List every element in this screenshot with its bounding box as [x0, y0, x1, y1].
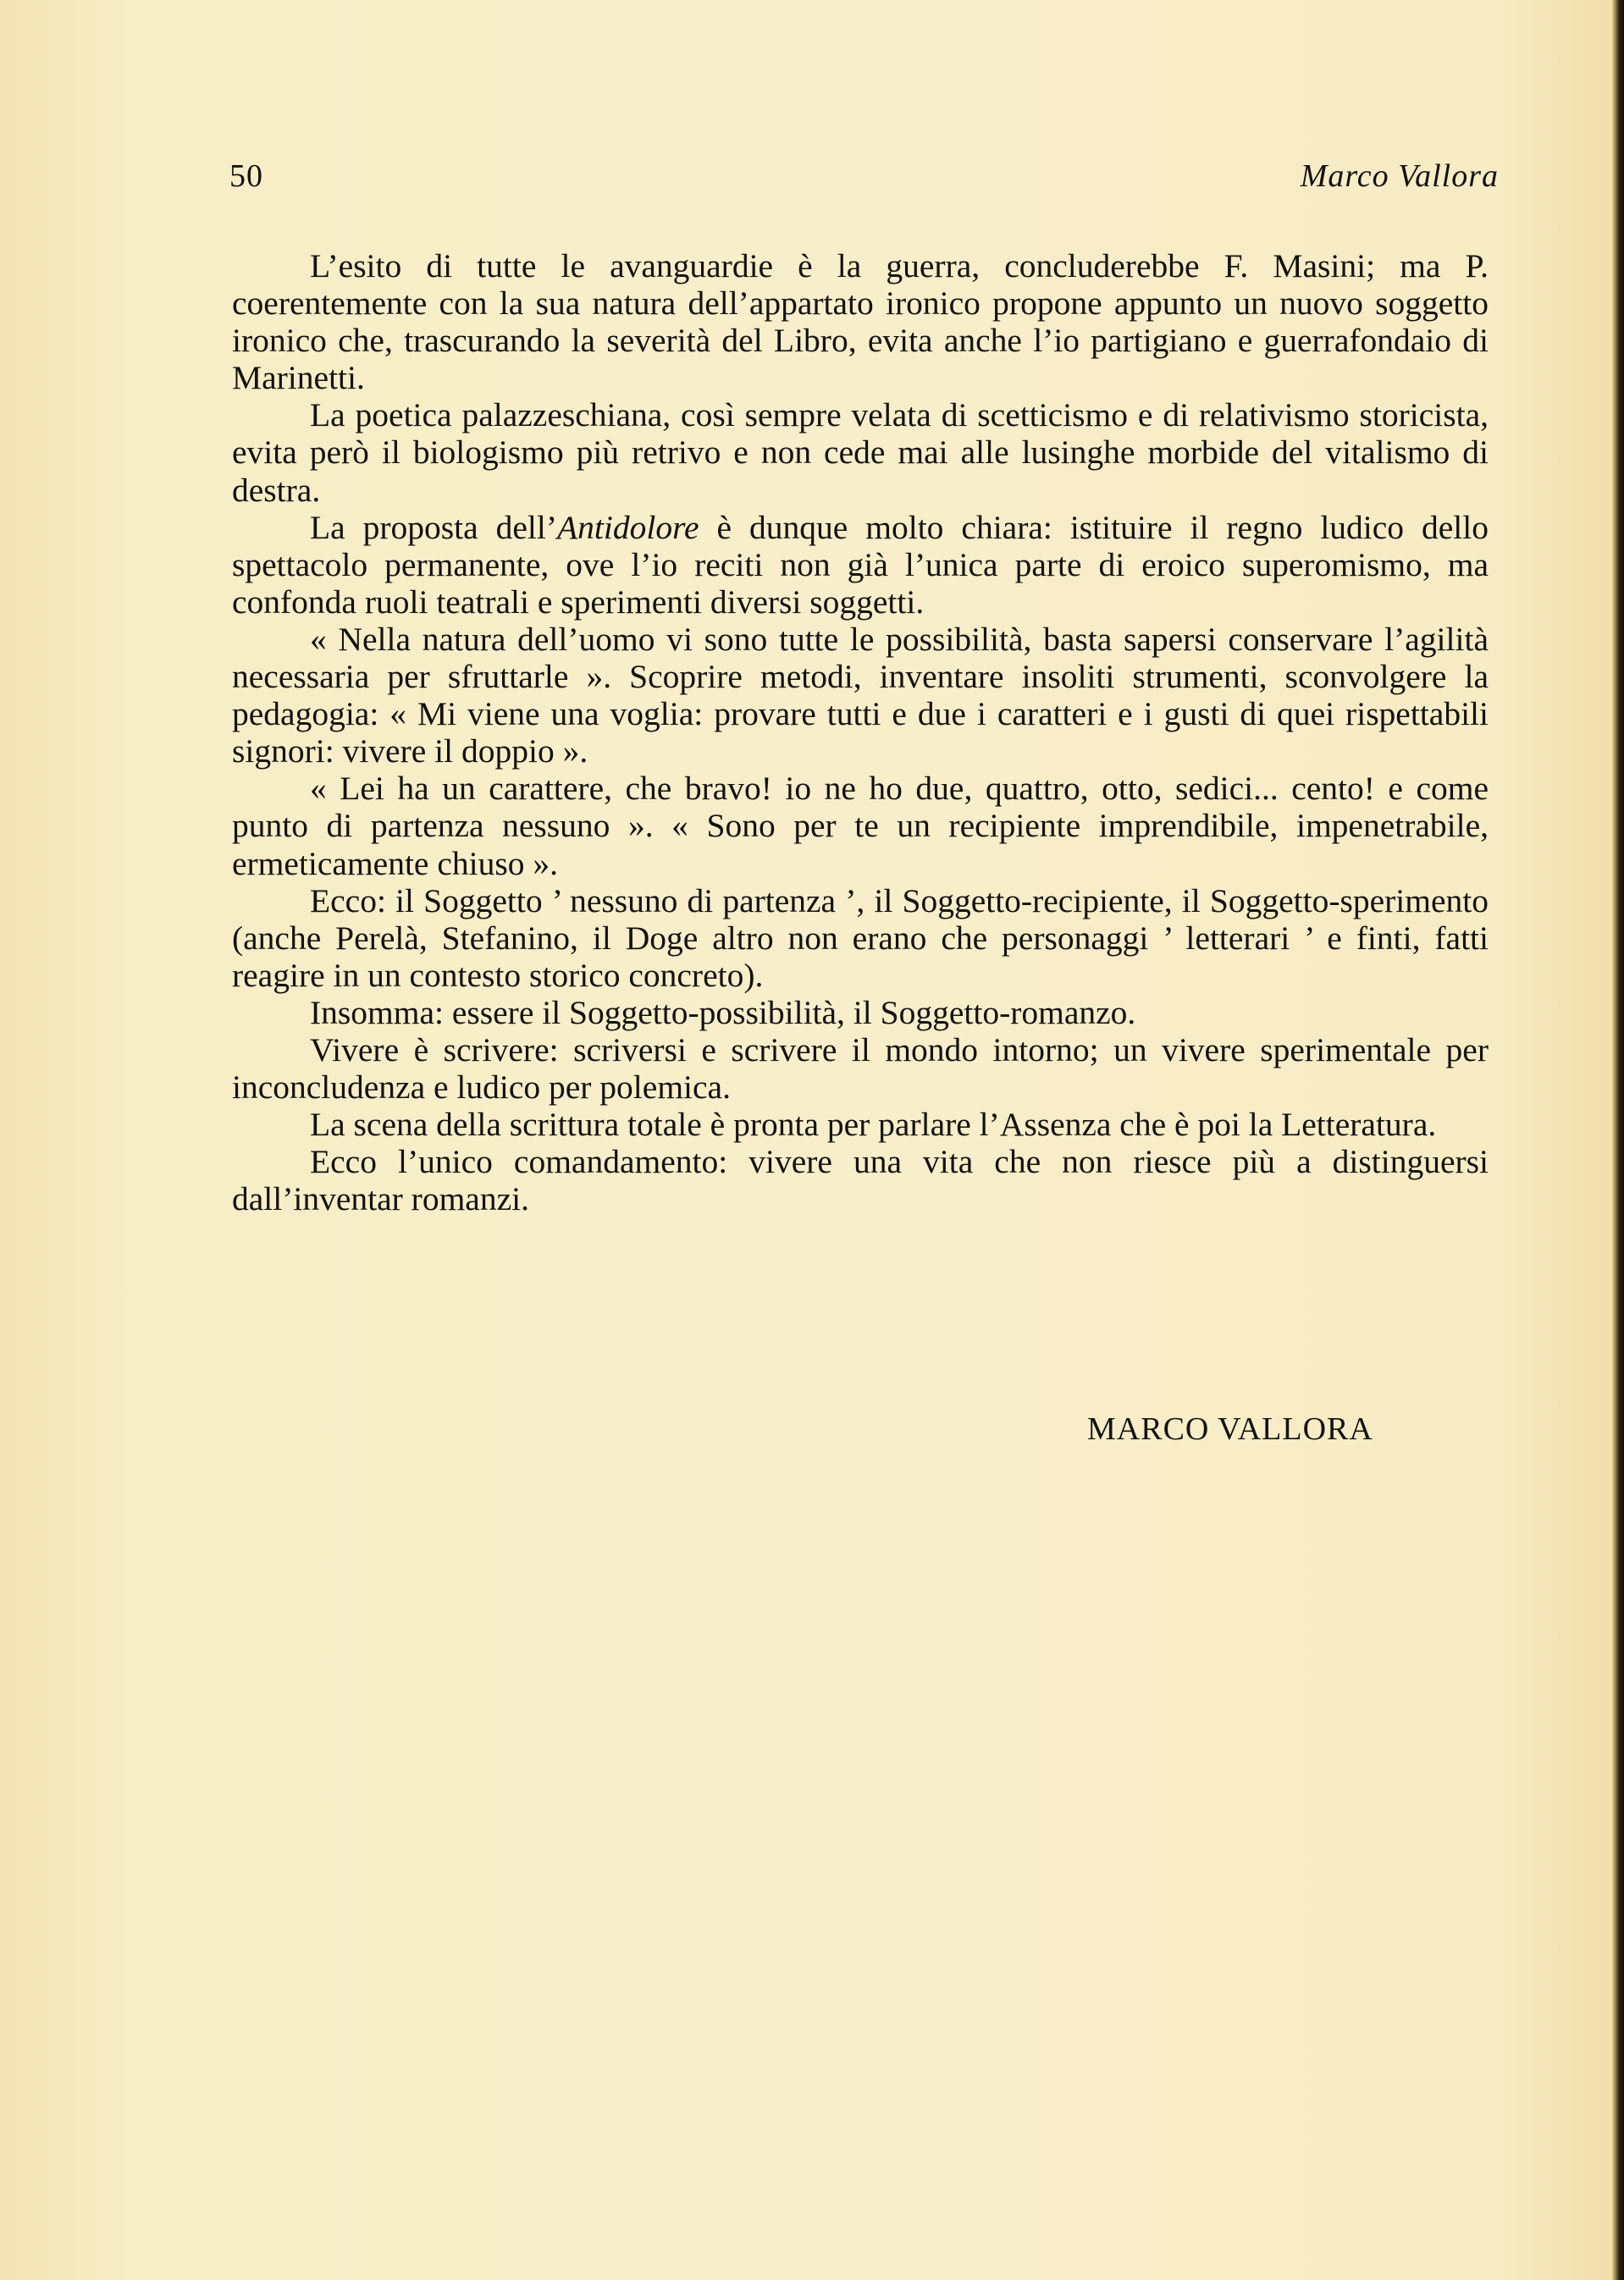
- paragraph-9: La scena della scrittura totale è pronta per parlare l’Assenza che è poi la Letteratura.: [310, 1106, 1437, 1144]
- paragraph-5: « Lei ha un carattere, che bravo! io ne ho due, quattro, otto, sedici... cento! e come punto di partenza nessuno ». « Sono per te un recipiente imprendibile, impenetrabile, ermeticamente chiuso ».: [232, 770, 1489, 882]
- paragraph-3-before: La proposta dell’: [310, 508, 558, 546]
- paragraph-8: Vivere è scrivere: scriversi e scrivere il mondo intorno; un vivere sperimentale per inconcludenza e ludico per polemica.: [232, 1030, 1489, 1107]
- page-number: 50: [229, 158, 263, 194]
- author-signature: MARCO VALLORA: [1087, 1411, 1373, 1447]
- page-edge-shadow: [1612, 0, 1624, 2280]
- paragraph-10: Ecco l’unico comandamento: vivere una vita che non riesce più a distinguersi dall’inventar romanzi.: [232, 1143, 1489, 1218]
- paragraph-3-after: è dunque molto chiara: istituire il regno ludico dello spettacolo permanente, ove l’io reciti non già l’unica parte di eroico superomismo, ma confonda ruoli teatrali e sperimenti diversi soggetti.: [232, 508, 1489, 621]
- paragraph-4: « Nella natura dell’uomo vi sono tutte le possibilità, basta sapersi conservare l’agilità necessaria per sfruttarle ». Scoprire metodi, inventare insoliti strumenti, sconvolgere la pedagogia: « Mi viene una voglia: provare tutti e due i caratteri e i gusti di quei rispettabili signori: vivere il doppio ».: [232, 620, 1489, 770]
- paragraph-3: [232, 509, 1489, 621]
- paragraph-2: La poetica palazzeschiana, così sempre velata di scetticismo e di relativismo storicista, evita però il biologismo più retrivo e non cede mai alle lusinghe morbide del vitalismo di destra.: [232, 396, 1489, 509]
- paragraph-7: Insomma: essere il Soggetto-possibilità, il Soggetto-romanzo.: [310, 993, 1136, 1031]
- book-title-antidolore: Antidolore: [557, 508, 699, 546]
- running-head-author: Marco Vallora: [1300, 158, 1499, 194]
- paragraph-6: Ecco: il Soggetto ’ nessuno di partenza ’, il Soggetto-recipiente, il Soggetto-sperimento (anche Perelà, Stefanino, il Doge altro non erano che personaggi ’ letterari ’ e finti, fatti reagire in un contesto storico concreto).: [232, 881, 1489, 994]
- page-header: [229, 151, 1499, 202]
- article-body: [232, 247, 1489, 1217]
- paragraph-1: L’esito di tutte le avanguardie è la guerra, concluderebbe F. Masini; ma P. coerentemente con la sua natura dell’appartato ironico propone appunto un nuovo soggetto ironico che, trascurando la severità del Libro, evita anche l’io partigiano e guerrafondaio di Marinetti.: [232, 247, 1489, 397]
